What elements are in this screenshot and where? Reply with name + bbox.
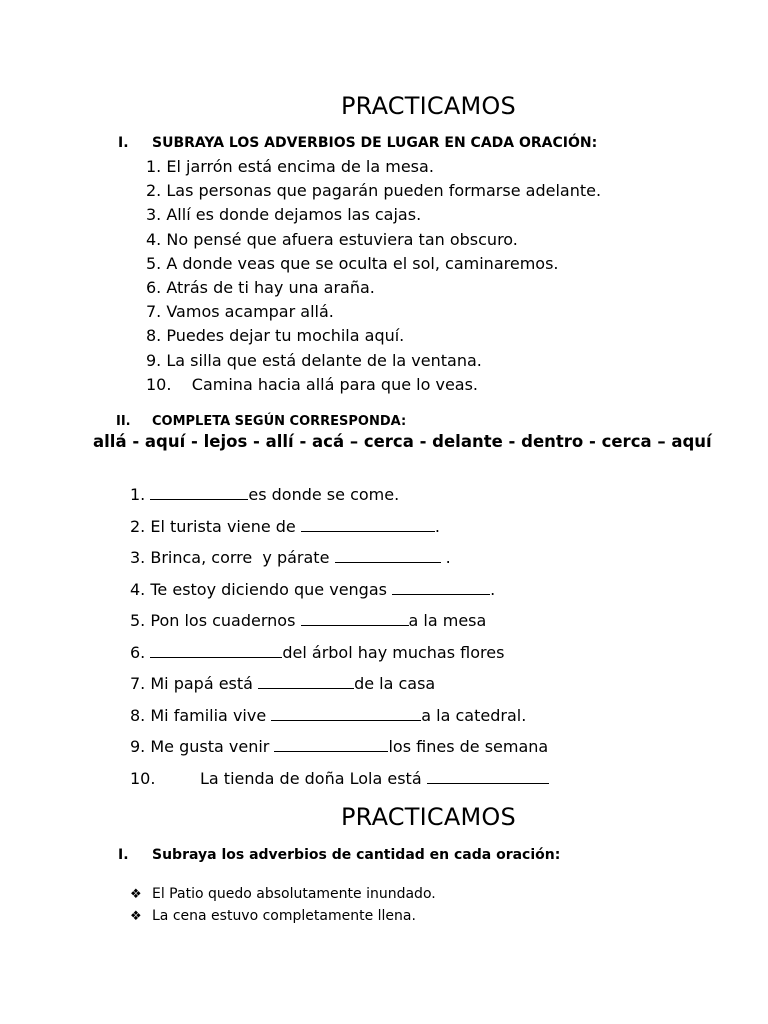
list-item: 2. El turista viene de .	[130, 516, 440, 536]
list-item: 4. Te estoy diciendo que vengas .	[130, 579, 496, 599]
list-item: ❖ El Patio quedo absolutamente inundado.	[130, 884, 436, 906]
answer-blank[interactable]	[274, 735, 388, 752]
answer-blank[interactable]	[258, 672, 354, 689]
list-item: 5. A donde veas que se oculta el sol, caminaremos.	[146, 253, 559, 273]
answer-blank[interactable]	[150, 483, 248, 500]
list-item: 6. del árbol hay muchas flores	[130, 642, 505, 662]
fill-blank-list	[130, 479, 549, 794]
list-item: 4. No pensé que afuera estuviera tan obscuro.	[146, 229, 518, 249]
diamond-bullet-icon: ❖	[130, 908, 142, 924]
list-item: 1. es donde se come.	[130, 485, 400, 504]
section-number: I.	[118, 135, 129, 151]
section-heading: COMPLETA SEGÚN CORRESPONDA:	[152, 414, 407, 429]
list-item: 7. Vamos acampar allá.	[146, 302, 334, 322]
page-title: PRACTICAMOS	[341, 803, 516, 831]
list-item: 1. El jarrón está encima de la mesa.	[146, 157, 434, 176]
bullet-list	[130, 884, 436, 927]
list-item: 7. Mi papá está de la casa	[130, 674, 436, 693]
answer-blank[interactable]	[427, 767, 549, 784]
answer-blank[interactable]	[150, 641, 282, 658]
answer-blank[interactable]	[335, 546, 441, 563]
list-item: 10. Camina hacia allá para que lo veas.	[146, 374, 479, 394]
list-item: 3. Brinca, corre y párate .	[130, 548, 451, 567]
list-item: 3. Allí es donde dejamos las cajas.	[146, 205, 422, 225]
list-item: 10. La tienda de doña Lola está	[130, 763, 549, 795]
section-number: I.	[118, 847, 129, 863]
list-item: 9. La silla que está delante de la ventana.	[146, 350, 482, 370]
list-item: 6. Atrás de ti hay una araña.	[146, 278, 375, 298]
list-item: 9. Me gusta venir los fines de semana	[130, 737, 549, 756]
answer-blank[interactable]	[301, 609, 409, 626]
list-item: 5. Pon los cuadernos a la mesa	[130, 611, 487, 630]
list-item: 2. Las personas que pagarán pueden formarse adelante.	[146, 181, 602, 201]
section-number: II.	[116, 414, 131, 429]
section-heading: Subraya los adverbios de cantidad en cada oración:	[152, 847, 561, 863]
list-item: 8. Puedes dejar tu mochila aquí.	[146, 326, 405, 346]
answer-blank[interactable]	[271, 704, 421, 721]
word-bank: allá - aquí - lejos - allí - acá – cerca - delante - dentro - cerca – aquí	[93, 432, 712, 451]
answer-blank[interactable]	[392, 578, 490, 595]
page-title: PRACTICAMOS	[341, 92, 516, 120]
diamond-bullet-icon: ❖	[130, 887, 142, 902]
list-item: 8. Mi familia vive a la catedral.	[130, 705, 527, 725]
list-item: ❖ La cena estuvo completamente llena.	[130, 906, 436, 928]
sentence-list	[146, 155, 601, 397]
answer-blank[interactable]	[301, 515, 435, 532]
section-heading: SUBRAYA LOS ADVERBIOS DE LUGAR EN CADA ORACIÓN:	[152, 135, 598, 151]
